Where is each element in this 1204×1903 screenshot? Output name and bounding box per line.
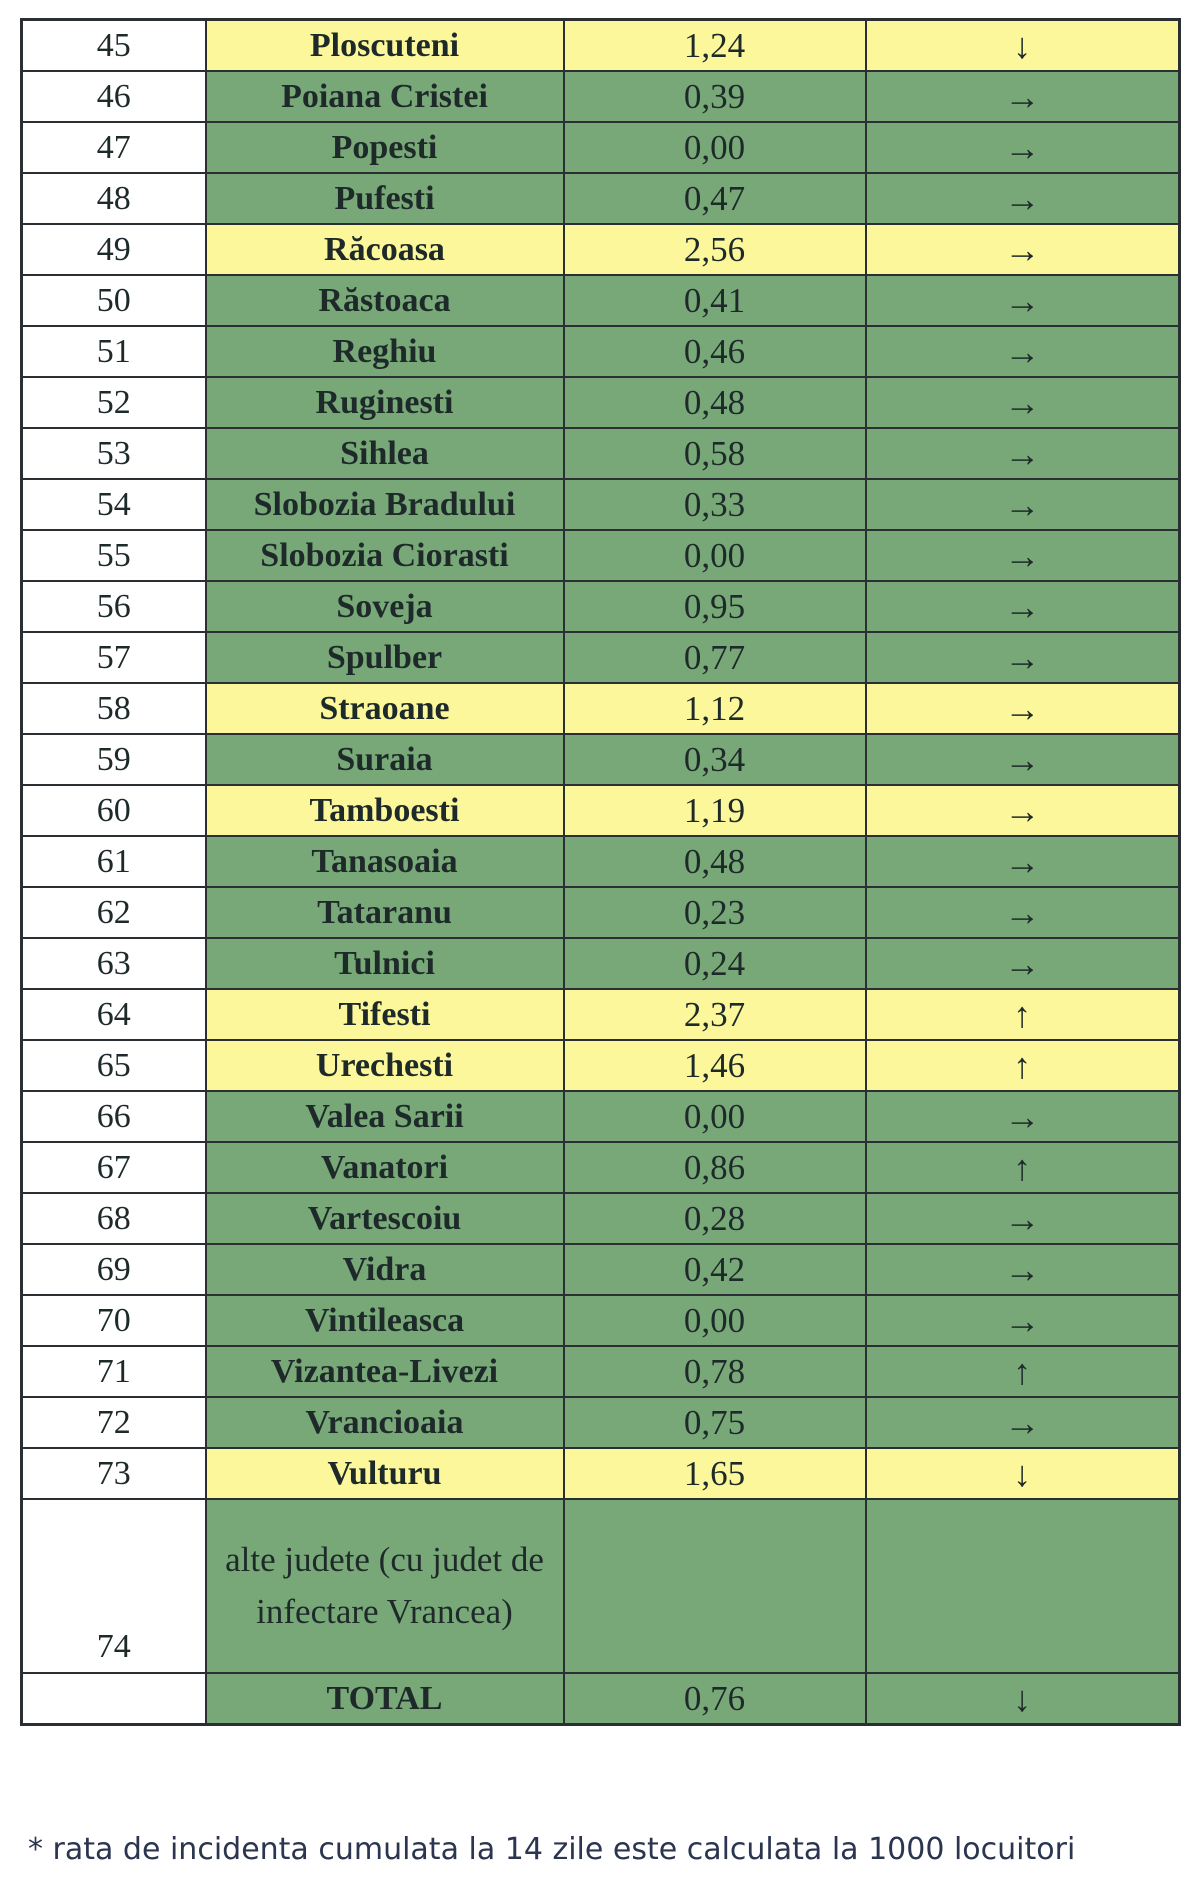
incidence-rate-cell: 0,28: [564, 1193, 866, 1244]
locality-name-cell: Vintileasca: [206, 1295, 564, 1346]
trend-arrow-cell: →: [866, 632, 1180, 683]
locality-name-cell: Vartescoiu: [206, 1193, 564, 1244]
row-number-cell: 70: [22, 1295, 206, 1346]
table-row: [22, 1040, 1180, 1091]
table-row: [22, 785, 1180, 836]
incidence-rate-cell: 0,75: [564, 1397, 866, 1448]
table-row: [22, 326, 1180, 377]
locality-name-cell: Reghiu: [206, 326, 564, 377]
table-row: [22, 1244, 1180, 1295]
trend-arrow-cell: →: [866, 887, 1180, 938]
trend-arrow-cell: ↓: [866, 1673, 1180, 1725]
row-number-cell: 67: [22, 1142, 206, 1193]
trend-arrow-cell: ↓: [866, 1448, 1180, 1499]
locality-name-cell: Vulturu: [206, 1448, 564, 1499]
trend-arrow-cell: →: [866, 1193, 1180, 1244]
incidence-rate-cell: 1,46: [564, 1040, 866, 1091]
incidence-rate-cell: 1,65: [564, 1448, 866, 1499]
row-number-cell: 61: [22, 836, 206, 887]
trend-arrow-cell: →: [866, 377, 1180, 428]
row-number-cell: 50: [22, 275, 206, 326]
row-number-cell: 71: [22, 1346, 206, 1397]
incidence-rate-cell: 1,12: [564, 683, 866, 734]
row-number-cell: 45: [22, 20, 206, 72]
table-row: [22, 479, 1180, 530]
locality-name-cell: alte judete (cu judet de infectare Vrancea): [206, 1499, 564, 1673]
locality-name-cell: Răcoasa: [206, 224, 564, 275]
trend-arrow-cell: →: [866, 683, 1180, 734]
trend-arrow-cell: →: [866, 71, 1180, 122]
trend-arrow-cell: →: [866, 173, 1180, 224]
incidence-table: [20, 18, 1181, 1726]
incidence-rate-cell: 1,19: [564, 785, 866, 836]
row-number-cell: 69: [22, 1244, 206, 1295]
row-number-cell: 74: [22, 1499, 206, 1673]
locality-name-cell: Soveja: [206, 581, 564, 632]
incidence-rate-cell: 0,39: [564, 71, 866, 122]
trend-arrow-cell: →: [866, 122, 1180, 173]
locality-name-cell: Poiana Cristei: [206, 71, 564, 122]
table-row: [22, 224, 1180, 275]
trend-arrow-cell: →: [866, 428, 1180, 479]
locality-name-cell: Sihlea: [206, 428, 564, 479]
trend-arrow-cell: →: [866, 1091, 1180, 1142]
table-row: [22, 938, 1180, 989]
incidence-rate-cell: 0,78: [564, 1346, 866, 1397]
incidence-rate-cell: 0,86: [564, 1142, 866, 1193]
locality-name-cell: Tamboesti: [206, 785, 564, 836]
trend-arrow-cell: →: [866, 581, 1180, 632]
table-row: [22, 1091, 1180, 1142]
table-row: [22, 1193, 1180, 1244]
table-row: [22, 377, 1180, 428]
locality-name-cell: Valea Sarii: [206, 1091, 564, 1142]
incidence-rate-cell: 0,41: [564, 275, 866, 326]
trend-arrow-cell: ↑: [866, 1142, 1180, 1193]
trend-arrow-cell: →: [866, 479, 1180, 530]
table-row: [22, 734, 1180, 785]
trend-arrow-cell: →: [866, 530, 1180, 581]
row-number-cell: 47: [22, 122, 206, 173]
trend-arrow-cell: →: [866, 1244, 1180, 1295]
row-number-cell: 68: [22, 1193, 206, 1244]
row-number-cell: 59: [22, 734, 206, 785]
incidence-rate-cell: 0,00: [564, 1091, 866, 1142]
incidence-rate-cell: 0,46: [564, 326, 866, 377]
locality-name-cell: Slobozia Ciorasti: [206, 530, 564, 581]
incidence-rate-cell: 0,23: [564, 887, 866, 938]
table-row: [22, 122, 1180, 173]
table-row: [22, 428, 1180, 479]
trend-arrow-cell: ↓: [866, 20, 1180, 72]
table-row: [22, 683, 1180, 734]
incidence-rate-cell: 0,76: [564, 1673, 866, 1725]
incidence-rate-cell: 0,48: [564, 377, 866, 428]
row-number-cell: 52: [22, 377, 206, 428]
locality-name-cell: TOTAL: [206, 1673, 564, 1725]
trend-arrow-cell: ↑: [866, 989, 1180, 1040]
incidence-rate-cell: 0,42: [564, 1244, 866, 1295]
trend-arrow-cell: →: [866, 275, 1180, 326]
table-row: [22, 1499, 1180, 1673]
incidence-rate-cell: 0,00: [564, 122, 866, 173]
incidence-rate-cell: 0,95: [564, 581, 866, 632]
trend-arrow-cell: →: [866, 1397, 1180, 1448]
row-number-cell: 51: [22, 326, 206, 377]
row-number-cell: 65: [22, 1040, 206, 1091]
locality-name-cell: Pufesti: [206, 173, 564, 224]
table-row: [22, 1448, 1180, 1499]
incidence-table-container: [20, 18, 1178, 1726]
row-number-cell: 58: [22, 683, 206, 734]
table-row: [22, 887, 1180, 938]
table-row: [22, 71, 1180, 122]
row-number-cell: 55: [22, 530, 206, 581]
table-row: [22, 581, 1180, 632]
row-number-cell: 62: [22, 887, 206, 938]
row-number-cell: 48: [22, 173, 206, 224]
row-number-cell: [22, 1673, 206, 1725]
locality-name-cell: Vidra: [206, 1244, 564, 1295]
row-number-cell: 46: [22, 71, 206, 122]
trend-arrow-cell: [866, 1499, 1180, 1673]
locality-name-cell: Vizantea-Livezi: [206, 1346, 564, 1397]
locality-name-cell: Urechesti: [206, 1040, 564, 1091]
trend-arrow-cell: →: [866, 836, 1180, 887]
locality-name-cell: Ruginesti: [206, 377, 564, 428]
locality-name-cell: Vrancioaia: [206, 1397, 564, 1448]
locality-name-cell: Slobozia Bradului: [206, 479, 564, 530]
table-body: [22, 20, 1180, 1725]
locality-name-cell: Ploscuteni: [206, 20, 564, 72]
trend-arrow-cell: ↑: [866, 1346, 1180, 1397]
incidence-rate-cell: [564, 1499, 866, 1673]
incidence-rate-cell: 0,00: [564, 530, 866, 581]
table-row: [22, 173, 1180, 224]
table-row: [22, 1346, 1180, 1397]
footnote: * rata de incidenta cumulata la 14 zile este calculata la 1000 locuitori: [28, 1832, 1076, 1867]
row-number-cell: 60: [22, 785, 206, 836]
trend-arrow-cell: →: [866, 785, 1180, 836]
table-row: [22, 1295, 1180, 1346]
incidence-rate-cell: 0,48: [564, 836, 866, 887]
row-number-cell: 72: [22, 1397, 206, 1448]
table-row: [22, 989, 1180, 1040]
row-number-cell: 54: [22, 479, 206, 530]
locality-name-cell: Răstoaca: [206, 275, 564, 326]
row-number-cell: 63: [22, 938, 206, 989]
locality-name-cell: Suraia: [206, 734, 564, 785]
trend-arrow-cell: →: [866, 326, 1180, 377]
locality-name-cell: Spulber: [206, 632, 564, 683]
row-number-cell: 57: [22, 632, 206, 683]
locality-name-cell: Vanatori: [206, 1142, 564, 1193]
table-row: [22, 20, 1180, 72]
trend-arrow-cell: →: [866, 734, 1180, 785]
trend-arrow-cell: →: [866, 938, 1180, 989]
locality-name-cell: Tataranu: [206, 887, 564, 938]
incidence-rate-cell: 0,47: [564, 173, 866, 224]
table-row: [22, 836, 1180, 887]
incidence-rate-cell: 2,56: [564, 224, 866, 275]
locality-name-cell: Straoane: [206, 683, 564, 734]
table-row: [22, 1397, 1180, 1448]
incidence-rate-cell: 0,24: [564, 938, 866, 989]
locality-name-cell: Popesti: [206, 122, 564, 173]
incidence-rate-cell: 0,58: [564, 428, 866, 479]
row-number-cell: 49: [22, 224, 206, 275]
table-row: [22, 275, 1180, 326]
locality-name-cell: Tulnici: [206, 938, 564, 989]
table-row: [22, 632, 1180, 683]
locality-name-cell: Tanasoaia: [206, 836, 564, 887]
table-row: [22, 530, 1180, 581]
incidence-rate-cell: 2,37: [564, 989, 866, 1040]
locality-name-cell: Tifesti: [206, 989, 564, 1040]
incidence-rate-cell: 0,77: [564, 632, 866, 683]
trend-arrow-cell: →: [866, 1295, 1180, 1346]
incidence-rate-cell: 0,00: [564, 1295, 866, 1346]
row-number-cell: 56: [22, 581, 206, 632]
row-number-cell: 53: [22, 428, 206, 479]
table-row: [22, 1142, 1180, 1193]
incidence-rate-cell: 0,33: [564, 479, 866, 530]
row-number-cell: 66: [22, 1091, 206, 1142]
row-number-cell: 73: [22, 1448, 206, 1499]
incidence-rate-cell: 0,34: [564, 734, 866, 785]
row-number-cell: 64: [22, 989, 206, 1040]
trend-arrow-cell: ↑: [866, 1040, 1180, 1091]
trend-arrow-cell: →: [866, 224, 1180, 275]
incidence-rate-cell: 1,24: [564, 20, 866, 72]
total-row: [22, 1673, 1180, 1725]
